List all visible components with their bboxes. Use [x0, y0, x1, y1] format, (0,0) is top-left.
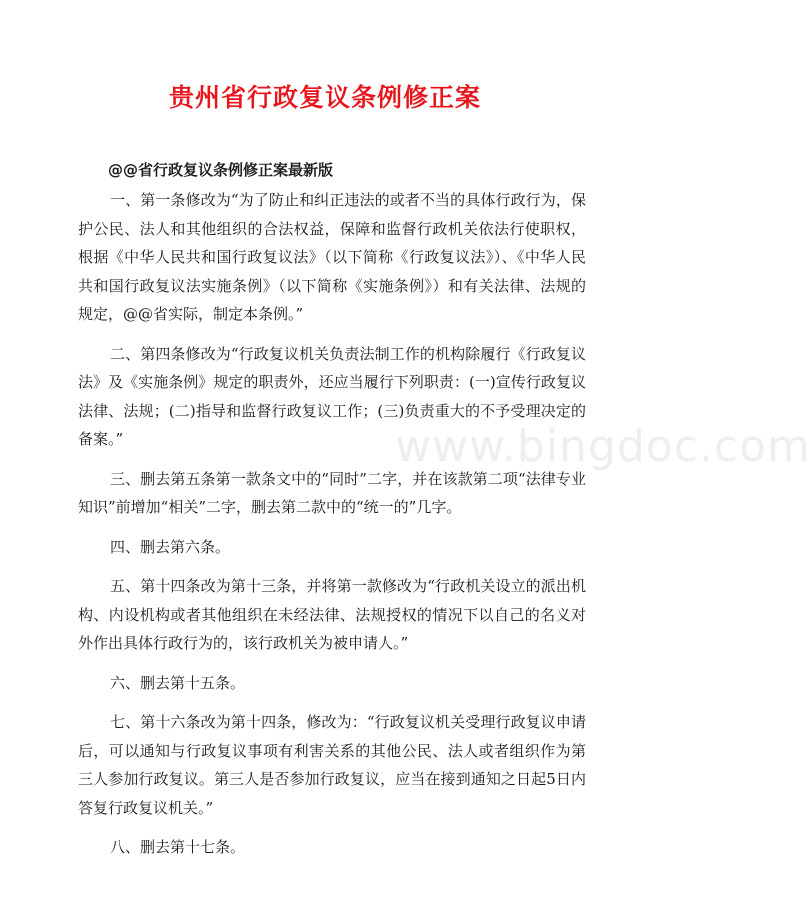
paragraph-7: 七、第十六条改为第十四条，修改为：“行政复议机关受理行政复议申请后，可以通知与行政复议事项有利害关系的其他公民、法人或者组织作为第三人参加行政复议。第三人是否参加行政复议，应当在接到通知之日起5日内答复行政复议机关。” — [78, 713, 586, 817]
document-subtitle: @@省行政复议条例修正案最新版 — [108, 161, 334, 179]
paragraph-3: 三、删去第五条第一款条文中的“同时”二字，并在该款第二项“法律专业知识”前增加“相关”二字，删去第二款中的“统一的”几字。 — [78, 469, 586, 516]
paragraph-2: 二、第四条修改为“行政复议机关负责法制工作的机构除履行《行政复议法》及《实施条例》规定的职责外，还应当履行下列职责：(一)宣传行政复议法律、法规；(二)指导和监督行政复议工作；(三)负责重大的不予受理决定的备案。” — [78, 344, 586, 448]
paragraph-8: 八、删去第十七条。 — [110, 838, 246, 856]
document-title: 贵州省行政复议条例修正案 — [168, 83, 481, 112]
paragraph-6: 六、删去第十五条。 — [110, 673, 246, 692]
paragraph-4: 四、删去第六条。 — [110, 537, 231, 556]
watermark: www.bingdoc.com — [395, 421, 811, 472]
document-body — [78, 186, 586, 873]
paragraph-5: 五、第十四条改为第十三条，并将第一款修改为“行政机关设立的派出机构、内设机构或者其他组织在未经法律、法规授权的情况下以自己的名义对外作出具体行政行为的，该行政机关为被申请人。” — [78, 577, 586, 652]
paragraph-1: 一、第一条修改为“为了防止和纠正违法的或者不当的具体行政行为，保护公民、法人和其他组织的合法权益，保障和监督行政机关依法行使职权，根据《中华人民共和国行政复议法》（以下简称《行政复议法》）、《中华人民共和国行政复议法实施条例》（以下简称《实施条例》）和有关法律、法规的规定，@@省实际，制定本条例。” — [78, 191, 586, 323]
